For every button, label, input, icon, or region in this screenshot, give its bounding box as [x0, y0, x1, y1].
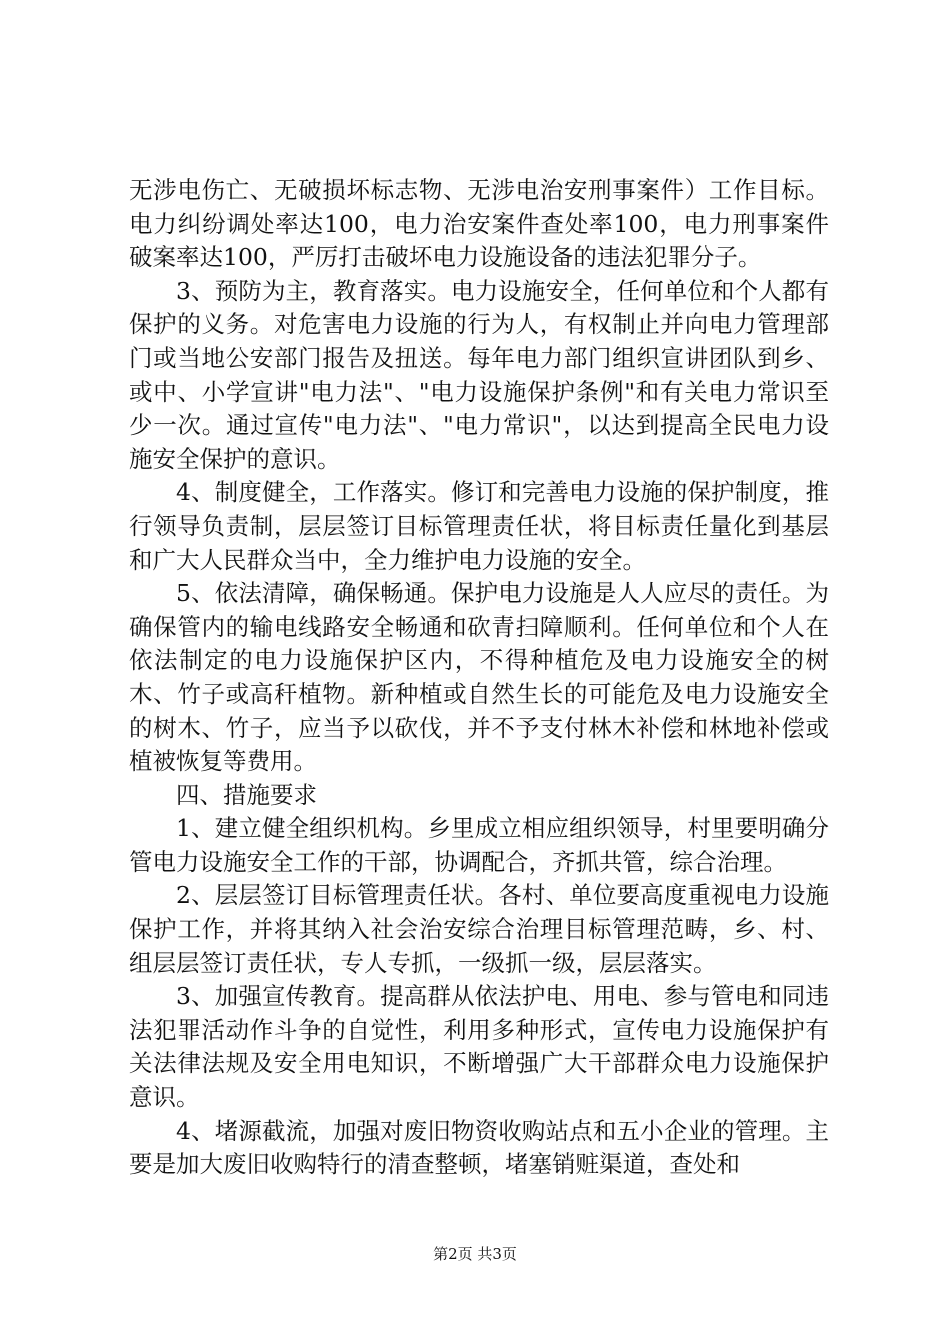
section-heading: 四、措施要求: [176, 780, 317, 809]
page-footer: [0, 1243, 950, 1264]
paragraph: 2、层层签订目标管理责任状。各村、单位要高度重视电力设施保护工作，并将其纳入社会治安综合治理目标管理范畴，乡、村、组层层签订责任状，专人专抓，一级抓一级，层层落实。: [129, 881, 829, 977]
paragraph: 3、预防为主，教育落实。电力设施安全，任何单位和个人都有保护的义务。对危害电力设施的行为人，有权制止并向电力管理部门或当地公安部门报告及扭送。每年电力部门组织宣讲团队到乡、或中、小学宣讲"电力法"、"电力设施保护条例"和有关电力常识至少一次。通过宣传"电力法"、"电力常识"，以达到提高全民电力设施安全保护的意识。: [129, 276, 829, 473]
document-body: [129, 174, 829, 1182]
paragraph: 5、依法清障，确保畅通。保护电力设施是人人应尽的责任。为确保管内的输电线路安全畅通和砍青扫障顺利。任何单位和个人在依法制定的电力设施保护区内，不得种植危及电力设施安全的树木、竹子或高秆植物。新种植或自然生长的可能危及电力设施安全的树木、竹子，应当予以砍伐，并不予支付林木补偿和林地补偿或植被恢复等费用。: [129, 579, 829, 776]
paragraph: 4、制度健全，工作落实。修订和完善电力设施的保护制度，推行领导负责制，层层签订目标管理责任状，将目标责任量化到基层和广大人民群众当中，全力维护电力设施的安全。: [129, 478, 829, 574]
paragraph: 3、加强宣传教育。提高群从依法护电、用电、参与管电和同违法犯罪活动作斗争的自觉性，利用多种形式，宣传电力设施保护有关法律法规及安全用电知识，不断增强广大干部群众电力设施保护意识。: [129, 982, 829, 1112]
page-number: 第2页 共3页: [433, 1245, 517, 1263]
paragraph: 无涉电伤亡、无破损坏标志物、无涉电治安刑事案件）工作目标。电力纠纷调处率达100，电力治安案件查处率100，电力刑事案件破案率达100，严厉打击破坏电力设施设备的违法犯罪分子。: [129, 176, 829, 272]
paragraph: 4、堵源截流，加强对废旧物资收购站点和五小企业的管理。主要是加大废旧收购特行的清查整顿，堵塞销赃渠道，查处和: [129, 1116, 829, 1179]
paragraph: 1、建立健全组织机构。乡里成立相应组织领导，村里要明确分管电力设施安全工作的干部，协调配合，齐抓共管，综合治理。: [129, 814, 829, 876]
